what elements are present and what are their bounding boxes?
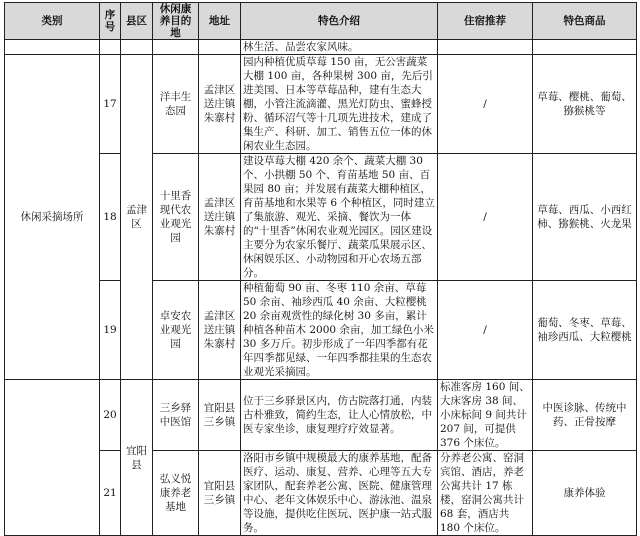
header-category: 类别 bbox=[5, 3, 100, 40]
table-row bbox=[5, 451, 637, 536]
cell-products: 草莓、西瓜、小西红柿、猕猴桃、火龙果 bbox=[533, 154, 637, 281]
cell-features: 种植葡萄 90 亩、冬枣 110 余亩、草莓 50 余亩、袖珍西瓜 40 余亩、大粒樱桃 20 余亩观赏性的绿化树 30 多亩，累计种植各种苗木 2000 余亩，加工绿色小米 30 多万斤。初步形成了一年四季都有花年四季都见绿、一年四季都挂果的生态农业观光采摘园。 bbox=[241, 281, 438, 380]
cell-features: 洛阳市乡镇中规模最大的康养基地，配备医疗、运动、康复、营养、心理等五大专家团队，配套养老公寓、医院、健康管理中心、老年文体娱乐中心、游泳池、温泉等设施，提供吃住医玩、医护康一站式服务。 bbox=[241, 451, 438, 536]
cell-no: 20 bbox=[100, 380, 121, 451]
cell-address: 孟津区送庄镇朱寨村 bbox=[199, 281, 241, 380]
cell-destination: 三乡驿中医馆 bbox=[153, 380, 199, 451]
header-destination: 休闲康养目的地 bbox=[153, 3, 199, 40]
cell-address: 宜阳县三乡镇 bbox=[199, 380, 241, 451]
table-row bbox=[5, 281, 637, 380]
cell-lodging: / bbox=[438, 281, 533, 380]
header-features: 特色介绍 bbox=[241, 3, 438, 40]
cell-features: 位于三乡驿景区内，仿古院落打通，内装古朴雅致，简约生态，让人心情放松，中医专家坐诊，康复理疗疗效显著。 bbox=[241, 380, 438, 451]
header-address: 地址 bbox=[199, 3, 241, 40]
cell-destination: 卓安农业观光园 bbox=[153, 281, 199, 380]
table-row bbox=[5, 380, 637, 451]
cell-lodging: 标准客房 160 间、大床客房 38 间、小床标间 9 间共计 207 间，可提供 376 个床位。 bbox=[438, 380, 533, 451]
cell-lodging: 分养老公寓、窑洞宾馆、酒店，养老公寓共计 17 栋楼，窑洞公寓共计 68 套，酒店共 180 个床位。 bbox=[438, 451, 533, 536]
header-lodging: 住宿推荐 bbox=[438, 3, 533, 40]
cell-lodging: / bbox=[438, 154, 533, 281]
cell-features: 林生活、品尝农家风味。 bbox=[241, 40, 438, 55]
cell-no: 17 bbox=[100, 55, 121, 154]
cell-no: 19 bbox=[100, 281, 121, 380]
cell-empty bbox=[438, 40, 533, 55]
cell-no: 21 bbox=[100, 451, 121, 536]
cell-no: 18 bbox=[100, 154, 121, 281]
cell-empty bbox=[100, 40, 121, 55]
attractions-table bbox=[4, 2, 637, 536]
cell-features: 建设草莓大棚 420 余个、蔬菜大棚 30 个、小拱棚 50 个、育苗基地 50 亩、百果园 80 亩；并发展有蔬菜大棚种植区，育苗基地和水果等 6 个种植区，同时建立了集旅游、观光、采摘、餐饮为一体的“十里香”休闲农业观光园区。园区建设主要分为农家乐餐厅、蔬菜瓜果展示区、休闲娱乐区、小动物园和开心农场五部分。 bbox=[241, 154, 438, 281]
cell-address: 宜阳县三乡镇 bbox=[199, 451, 241, 536]
district-cell-yiyang: 宜阳县 bbox=[121, 380, 153, 536]
cell-lodging: / bbox=[438, 55, 533, 154]
cell-empty bbox=[5, 40, 100, 55]
category-cell: 休闲采摘场所 bbox=[5, 55, 100, 380]
cell-empty bbox=[153, 40, 199, 55]
cell-empty bbox=[199, 40, 241, 55]
category-cell-empty bbox=[5, 380, 100, 536]
header-no: 序号 bbox=[100, 3, 121, 40]
cell-destination: 十里香现代农业观光园 bbox=[153, 154, 199, 281]
table-row-continued bbox=[5, 40, 637, 55]
header-products: 特色商品 bbox=[533, 3, 637, 40]
cell-destination: 弘义悦康养老基地 bbox=[153, 451, 199, 536]
table-row bbox=[5, 154, 637, 281]
cell-address: 孟津区送庄镇朱寨村 bbox=[199, 55, 241, 154]
cell-destination: 洋丰生态园 bbox=[153, 55, 199, 154]
cell-products: 草莓、樱桃、葡萄、猕猴桃等 bbox=[533, 55, 637, 154]
cell-address: 孟津区送庄镇朱寨村 bbox=[199, 154, 241, 281]
cell-products: 葡萄、冬枣、草莓、袖珍西瓜、大粒樱桃 bbox=[533, 281, 637, 380]
cell-products: 中医诊脉、传统中药、正骨按摩 bbox=[533, 380, 637, 451]
cell-empty bbox=[121, 40, 153, 55]
cell-features: 园内种植优质草莓 150 亩，无公害蔬菜大棚 100 亩，各种果树 300 亩，先后引进美国、日本等草莓品种，建有生态大棚，小管注流滴灌、黑光灯防虫、蜜蜂授粉、循环沼气等十几项先进技术，建成了集生产、科研、加工、销售五位一体的休闲农业生态园。 bbox=[241, 55, 438, 154]
cell-empty bbox=[533, 40, 637, 55]
district-cell-mengjin: 孟津区 bbox=[121, 55, 153, 380]
cell-products: 康养体验 bbox=[533, 451, 637, 536]
header-row bbox=[5, 3, 637, 40]
header-district: 县区 bbox=[121, 3, 153, 40]
table-row bbox=[5, 55, 637, 154]
